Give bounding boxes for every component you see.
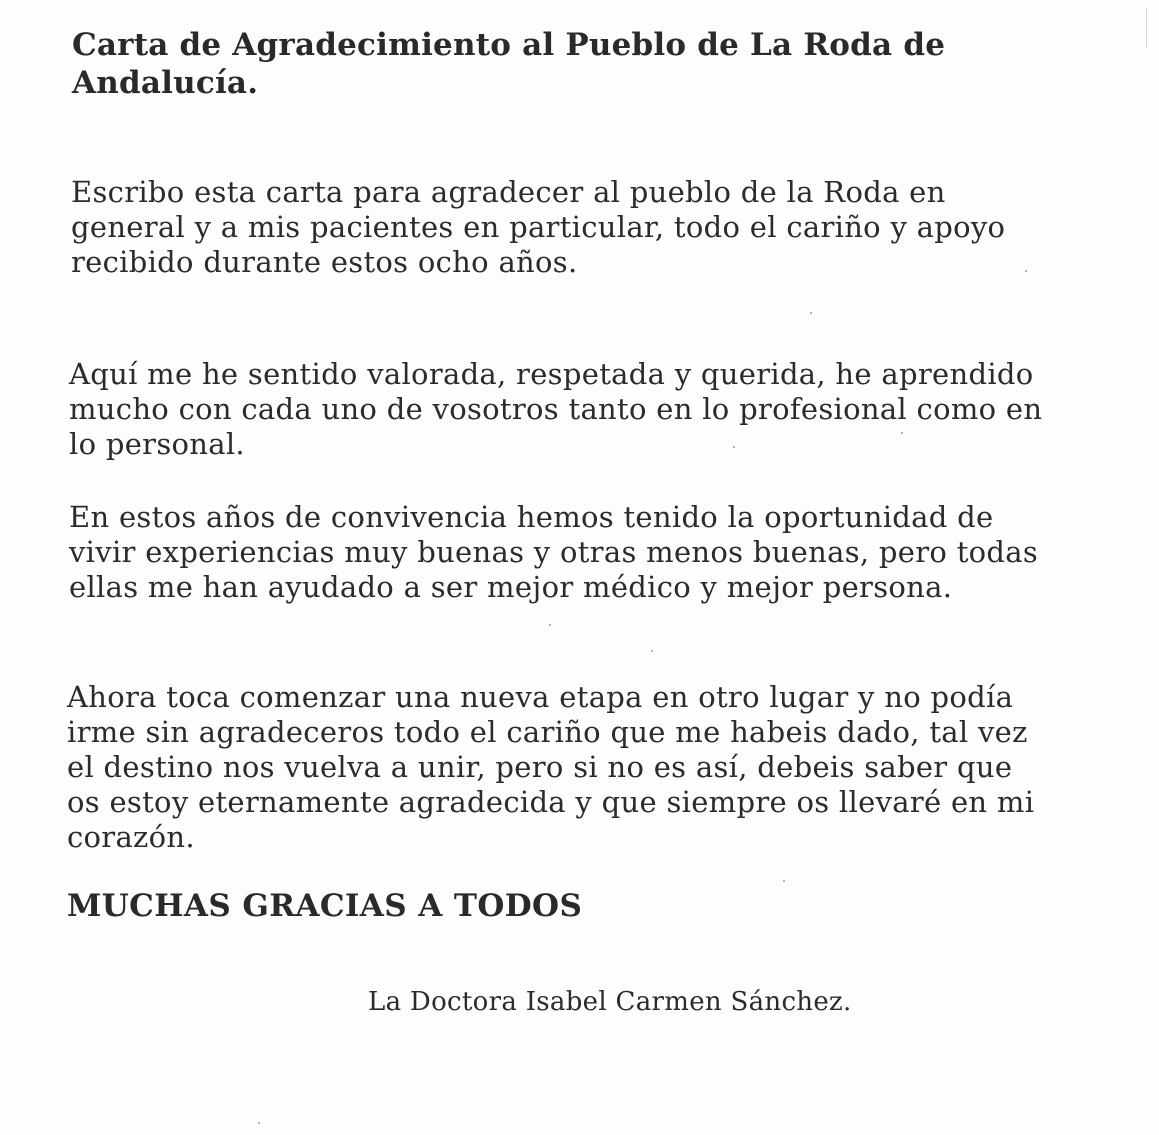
letter-paragraph-4: Ahora toca comenzar una nueva etapa en otro lugar y no podía irme sin agradeceros todo el cariño que me habeis dado, tal vez el destino nos vuelva a unir, pero si no es así, debeis saber que os estoy eternamente agradecida y que siempre os llevaré en mi corazón. bbox=[67, 680, 1035, 854]
letter-closing: MUCHAS GRACIAS A TODOS bbox=[67, 888, 583, 924]
scan-speck bbox=[549, 624, 551, 626]
scan-speck bbox=[651, 650, 653, 652]
letter-paragraph-1: Escribo esta carta para agradecer al pueblo de la Roda en general y a mis pacientes en particular, todo el cariño y apoyo recibido durante estos ocho años. bbox=[71, 175, 1006, 279]
scan-speck bbox=[901, 432, 903, 434]
scan-speck bbox=[810, 312, 812, 314]
letter-paragraph-2: Aquí me he sentido valorada, respetada y querida, he aprendido mucho con cada uno de vosotros tanto en lo profesional como en lo personal. bbox=[69, 357, 1043, 461]
scan-edge-mark bbox=[1146, 8, 1147, 48]
letter-title: Carta de Agradecimiento al Pueblo de La Roda de Andalucía. bbox=[72, 27, 946, 101]
scan-speck bbox=[783, 880, 785, 882]
scan-speck bbox=[733, 446, 735, 448]
scan-speck bbox=[258, 1122, 260, 1124]
scan-speck bbox=[1025, 270, 1027, 272]
letter-signature: La Doctora Isabel Carmen Sánchez. bbox=[368, 987, 852, 1017]
letter-paragraph-3: En estos años de convivencia hemos tenido la oportunidad de vivir experiencias muy buenas y otras menos buenas, pero todas ellas me han ayudado a ser mejor médico y mejor persona. bbox=[69, 500, 1039, 604]
